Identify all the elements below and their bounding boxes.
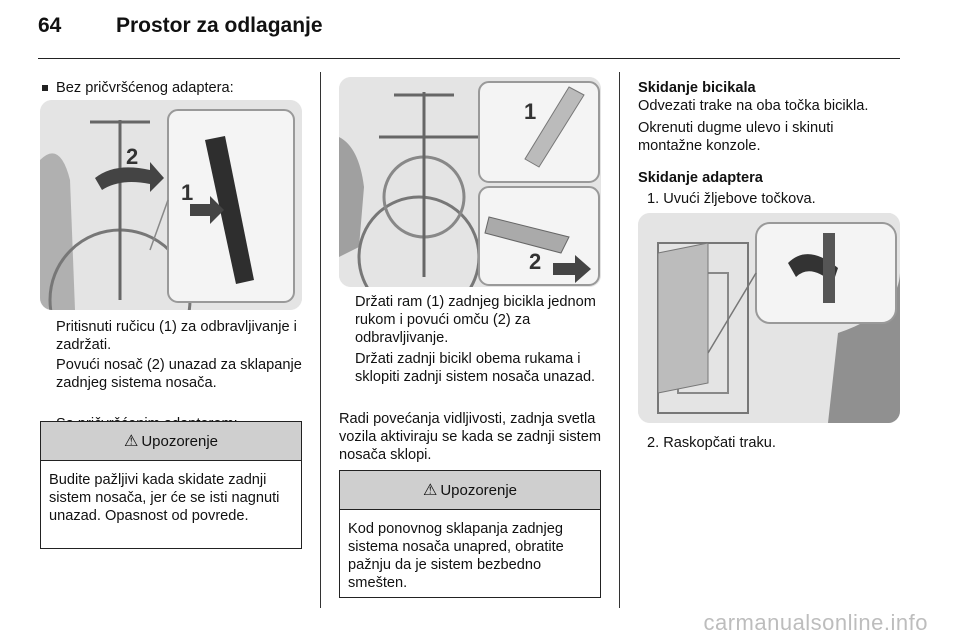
- warning-title: Upozorenje: [141, 432, 219, 450]
- instruction-hold-frame: Držati ram (1) zadnjeg bicikla jednom rukom i povući omču (2) za odbravljivanje.: [355, 294, 596, 346]
- warning-text: Kod ponovnog sklapanja zadnjeg sistema nosača unapred, obratite pažnju da je sistem bezbedno smešten.: [348, 521, 564, 591]
- warning-box-1: [40, 421, 302, 549]
- illustration-fold-carrier-drawing: [339, 77, 601, 287]
- illustration-adapter: [638, 213, 900, 423]
- warning-header: [340, 471, 600, 510]
- warning-box-2: [339, 470, 601, 598]
- warning-title: Upozorenje: [440, 481, 518, 499]
- callout-2: 2: [529, 249, 542, 274]
- instruction-pull-carrier: Povući nosač (2) unazad za sklapanje zadnjeg sistema nosača.: [56, 357, 302, 391]
- warning-icon: ⚠: [422, 482, 438, 499]
- illustration-adapter-drawing: [638, 213, 900, 423]
- callout-2: 2: [126, 144, 139, 169]
- page-number: 64: [38, 14, 62, 37]
- page-title: Prostor za odlaganje: [116, 14, 323, 37]
- info-rear-lights: Radi povećanja vidljivosti, zadnja svetla vozila aktiviraju se kada se zadnji sistem nosača sklopi.: [339, 411, 601, 463]
- bullet-no-adapter: Bez pričvršćenog adaptera:: [40, 79, 326, 97]
- column-divider-1: [320, 72, 321, 608]
- instruction-press-lever: Pritisnuti ručicu (1) za odbravljivanje i zadržati.: [56, 319, 297, 353]
- illustration-fold-carrier: [339, 77, 601, 287]
- heading-remove-bikes: Skidanje bicikala: [638, 80, 756, 96]
- header-rule: [38, 58, 900, 59]
- warning-text: Budite pažljivi kada skidate zadnji sistem nosača, jer će se isti nagnuti unazad. Opasnost od povrede.: [49, 472, 280, 524]
- instruction-fold-back: Držati zadnji bicikl obema rukama i sklopiti zadnji sistem nosača unazad.: [355, 351, 596, 385]
- step-retract-grooves: 1. Uvući žljebove točkova.: [647, 191, 816, 207]
- warning-header: [41, 422, 301, 461]
- step-unbuckle-strap: 2. Raskopčati traku.: [647, 435, 776, 451]
- watermark: carmanualsonline.info: [703, 610, 928, 635]
- warning-icon: ⚠: [123, 433, 139, 450]
- instruction-turn-knob: Okrenuti dugme ulevo i skinuti montažne konzole.: [638, 120, 834, 154]
- illustration-unlock-lever: [40, 100, 302, 310]
- illustration-unlock-lever-drawing: [40, 100, 302, 310]
- heading-remove-adapter: Skidanje adaptera: [638, 170, 763, 186]
- callout-1: 1: [524, 99, 537, 124]
- instruction-untie-straps: Odvezati trake na oba točka bicikla.: [638, 98, 869, 114]
- callout-1: 1: [181, 180, 194, 205]
- page-header: [38, 14, 323, 38]
- column-divider-2: [619, 72, 620, 608]
